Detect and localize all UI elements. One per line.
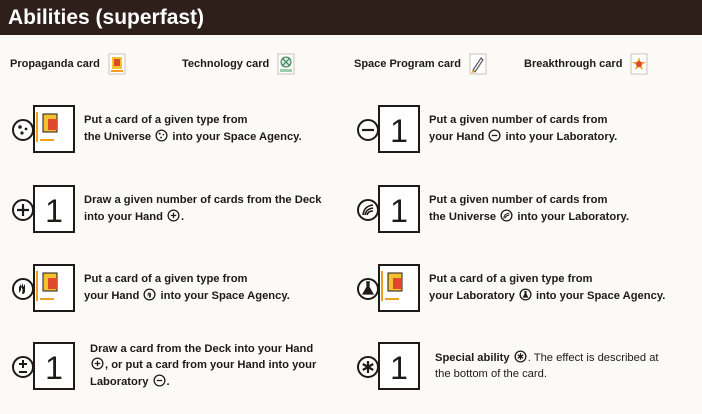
ability-icon <box>10 341 76 391</box>
universe-lab-icon <box>500 209 513 222</box>
ability-description: Put a given number of cards from your Hand into your Laboratory. <box>429 114 618 143</box>
ability-icon <box>355 104 421 154</box>
ability-icon <box>10 104 76 154</box>
number-one: 1 <box>45 193 63 229</box>
legend-technology-label: Technology card <box>182 58 270 70</box>
ability-lab-to-agency <box>355 262 665 314</box>
ability-description: Put a card of a given type from your Laboratory into your Space Agency. <box>429 273 666 302</box>
breakthrough-card-icon <box>628 53 650 75</box>
ability-hand-to-agency <box>10 262 290 314</box>
number-one: 1 <box>390 193 408 229</box>
ability-description: Special ability . The effect is described at the bottom of the card. <box>435 352 659 380</box>
hand-icon <box>143 288 156 301</box>
ability-hand-to-lab <box>355 103 617 155</box>
hand-plus-icon <box>91 357 104 370</box>
ability-icon <box>355 184 421 234</box>
legend-propaganda-label: Propaganda card <box>10 58 100 70</box>
propaganda-card-icon <box>106 53 128 75</box>
legend-propaganda <box>10 52 128 76</box>
number-one: 1 <box>45 350 63 386</box>
ability-description: Put a card of a given type from the Universe into your Space Agency. <box>84 114 302 143</box>
laboratory-icon <box>519 288 532 301</box>
hand-minus-icon <box>153 374 166 387</box>
legend-space-program-label: Space Program card <box>354 58 461 70</box>
ability-description: Put a card of a given type from your Hand into your Space Agency. <box>84 273 290 302</box>
legend-space-program <box>354 52 489 76</box>
ability-description: Put a given number of cards from the Universe into your Laboratory. <box>429 194 630 223</box>
ability-icon <box>355 341 421 391</box>
technology-card-icon <box>275 53 297 75</box>
ability-deck-to-hand <box>10 183 322 235</box>
ability-description: Draw a given number of cards from the Deck into your Hand . <box>84 194 322 223</box>
ability-icon <box>10 263 76 313</box>
universe-icon <box>155 129 168 142</box>
ability-icon <box>355 263 421 313</box>
legend-breakthrough-label: Breakthrough card <box>524 58 623 70</box>
special-ability-icon <box>514 350 527 363</box>
legend-breakthrough <box>524 52 650 76</box>
number-one: 1 <box>390 350 408 386</box>
legend-technology <box>182 52 297 76</box>
hand-minus-icon <box>488 129 501 142</box>
number-one: 1 <box>390 113 408 149</box>
ability-special <box>355 335 659 397</box>
ability-draw-or-lab <box>10 335 316 397</box>
ability-universe-to-lab <box>355 183 629 235</box>
space-program-card-icon <box>467 53 489 75</box>
ability-icon <box>10 184 76 234</box>
ability-universe-to-agency <box>10 103 302 155</box>
hand-plus-icon <box>167 209 180 222</box>
ability-description: Draw a card from the Deck into your Hand , or put a card from your Hand into your Laboratory . <box>90 343 317 388</box>
page-title: Abilities (superfast) <box>0 0 702 35</box>
